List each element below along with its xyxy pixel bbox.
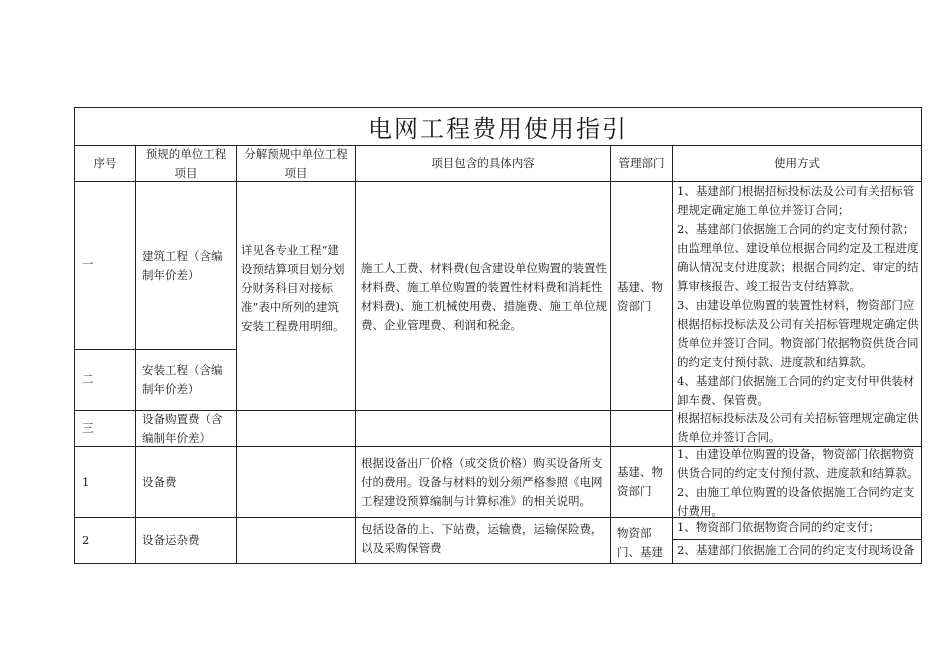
table-border-right [921,107,922,564]
decomp-merged-cell: 详见各专业工程“建 设预结算项目划分划 分财务科目对接标 准”表中所列的建筑 安装工程费用明细。 [241,243,345,333]
header-seq: 序号 [93,156,117,170]
row5-dept: 物资部 门、基建 [617,526,663,559]
header-content: 项目包含的具体内容 [431,156,535,170]
row5-seq: 2 [82,533,90,547]
row3-item: 设备购置费（含 编制年价差） [142,412,223,445]
row5-usage-b: 2、基建部门依据施工合同的约定支付现场设备 [677,543,915,557]
row5-usage-a: 1、物资部门依据物资合同的约定支付； [677,520,880,534]
col-divider-2 [236,145,237,564]
row-divider-5 [672,539,922,540]
usage-merged-cell: 1、基建部门根据招标投标法及公司有关招标管 理规定确定施工单位并签订合同； 2、基建部门依据施工合同的约定支付预付款； 由监理单位、建设单位根据合同约定及工程进度 确认情况支付进度款；根据合同约定、审定的结 算审核报告、竣工报告支付结算款。 3、由建设单位购置的装置性材料，物资部门应 根据招标投标法及公司有关招标管理规定确定供 货单位并签订合同。物资部门依据物资供货合同 的约定支付预付款、进度款和结算款。 4、基建部门依据施工合同的约定支付甲供装材 卸车费、保管费。 [677,184,919,407]
page-title: 电网工程费用使用指引 [368,114,628,143]
row4-usage: 1、由建设单位购置的设备，物资部门依据物资 供货合同的约定支付预付款、进度款和结算款。 2、由施工单位购置的设备依据施工合同约定支 付费用。 [677,447,919,518]
row4-item: 设备费 [142,475,177,489]
col-divider-3 [355,145,356,564]
row5-content: 包括设备的上、下站费，运输费，运输保险费， 以及采购保管费 [361,522,603,555]
header-dept: 管理部门 [618,156,665,170]
header-decomp-item: 分解预规中单位工程 项目 [244,146,348,180]
row-divider-1 [74,349,236,350]
header-usage: 使用方式 [774,156,820,170]
row2-item: 安装工程（含编 制年价差） [142,363,223,396]
col-divider-5 [672,145,673,564]
row3-seq: 三 [82,421,94,435]
row3-usage: 根据招标投标法及公司有关招标管理规定确定供 货单位并签订合同。 [677,411,919,444]
col-divider-1 [135,145,136,564]
row1-item: 建筑工程（含编 制年价差） [142,249,223,282]
row4-dept: 基建、物 资部门 [617,465,663,498]
row4-seq: 1 [82,475,90,489]
header-budget-item: 预规的单位工程 项目 [145,146,227,180]
dept-merged-cell: 基建、物 资部门 [617,280,663,313]
col-divider-4 [610,145,611,564]
row2-seq: 二 [82,372,94,386]
row5-item: 设备运杂费 [142,533,200,547]
row4-content: 根据设备出厂价格（或交货价格）购买设备所支 付的费用。设备与材料的划分须严格参照《电网 工程建设预算编制与计算标准》的相关说明。 [361,456,603,508]
table-border-bottom [74,563,922,564]
row1-seq: 一 [82,257,94,271]
content-merged-cell: 施工人工费、材料费(包含建设单位购置的装置性 材料费、施工单位购置的装置性材料费和消耗性 材料费)、施工机械使用费、措施费、施工单位规 费、企业管理费、利润和税金。 [361,261,607,332]
